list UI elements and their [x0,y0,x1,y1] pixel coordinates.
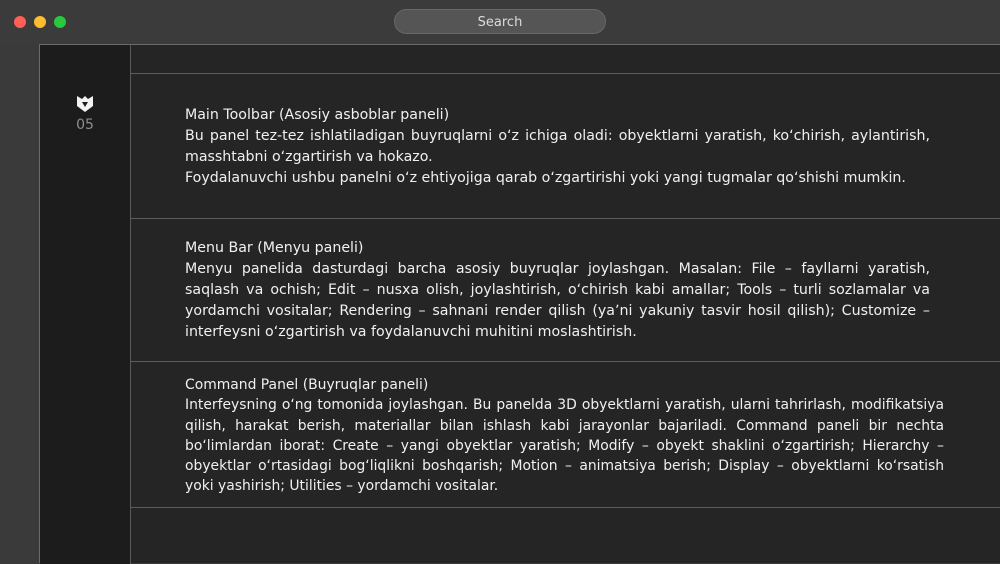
title-bar [0,0,1000,44]
section-title: Menu Bar (Menyu paneli) [185,240,364,256]
section-paragraph: Interfeysning oʻng tomonida joylashgan. Bu panelda 3D obyektlarni yaratish, ularni tahrirlash, modifikatsiya qilish, harakat berish, materiallar bilan ishlash kabi jarayonlar bajariladi. Command paneli bir nechta boʻlimlardan iborat: Create – yangi obyektlar yaratish; Modify – obyekt shaklini oʻzgartirish; Hierarchy – obyektlar oʻrtasidagi bogʻliqlikni boshqarish; Motion – animatsiya berish; Display – obyektlarni koʻrsatish yoki yashirish; Utilities – yordamchi vositalar. [185,397,944,495]
divider [131,73,1000,74]
maximize-window-button[interactable] [54,16,66,28]
presentation-window [39,44,1000,563]
section-main-toolbar [185,105,930,189]
slide-content [130,45,1000,564]
divider [131,507,1000,508]
close-window-button[interactable] [14,16,26,28]
section-paragraph: Foydalanuvchi ushbu panelni oʻz ehtiyojiga qarab oʻzgartirishi yoki yangi tugmalar qoʻshishi mumkin. [185,170,906,186]
slide-sidebar [40,45,130,564]
minimize-window-button[interactable] [34,16,46,28]
search-field[interactable]: Search [394,9,606,34]
section-command-panel [185,375,944,497]
section-paragraph: Menyu panelida dasturdagi barcha asosiy buyruqlar joylashgan. Masalan: File – fayllarni yaratish, saqlash va ochish; Edit – nusxa olish, joylashtirish, oʻchirish kabi amallar; Tools – turli sozlamalar va yordamchi vositalar; Rendering – sahnani render qilish (yaʼni yakuniy tasvir hosil qilish); Customize – interfeysni oʻzgartirish va foydalanuvchi muhitini moslashtirish. [185,261,930,340]
divider [131,218,1000,219]
section-title: Command Panel (Buyruqlar paneli) [185,377,429,393]
section-paragraph: Bu panel tez-tez ishlatiladigan buyruqlarni oʻz ichiga oladi: obyektlarni yaratish, koʻchirish, aylantirish, masshtabni oʻzgartirish va hokazo. [185,128,930,165]
slide-number: 05 [76,117,94,133]
section-menu-bar [185,238,930,343]
shield-logo-icon [76,95,94,113]
section-title: Main Toolbar (Asosiy asboblar paneli) [185,107,450,123]
divider [131,361,1000,362]
